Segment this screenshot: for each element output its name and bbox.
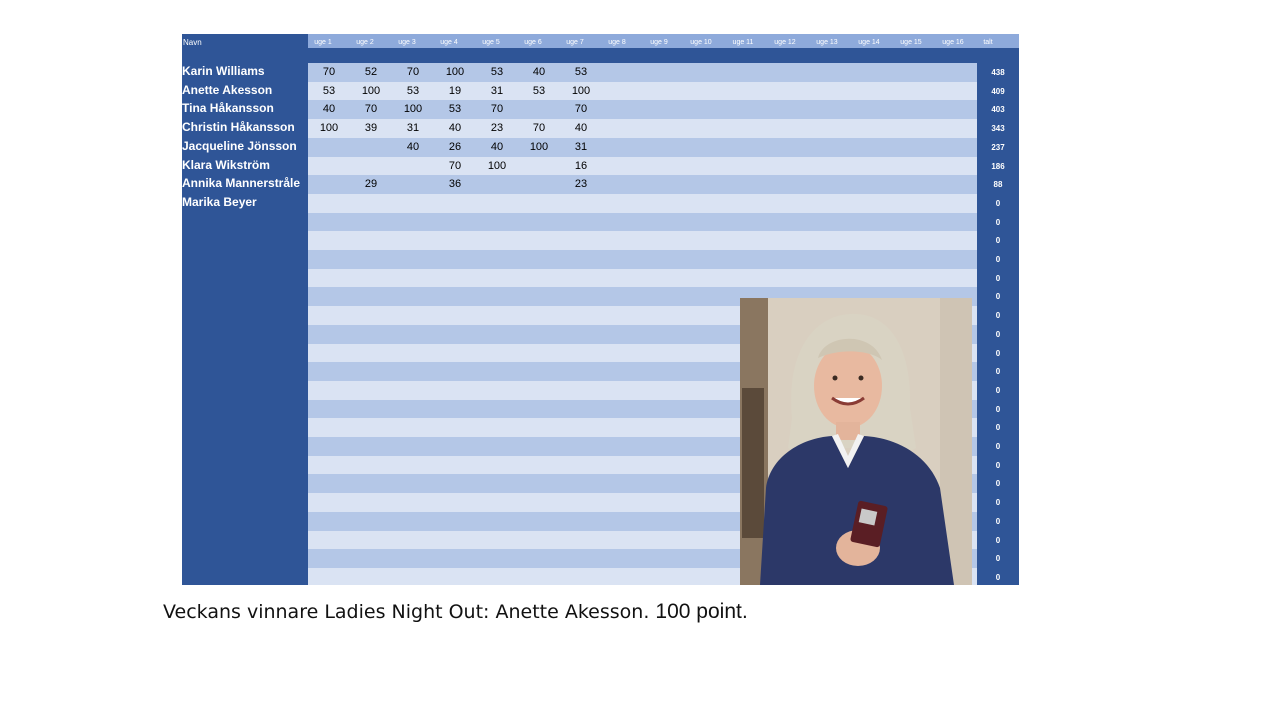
player-name	[182, 230, 308, 249]
player-name	[182, 361, 308, 380]
player-name: Karin Williams	[182, 64, 265, 78]
player-name	[182, 473, 308, 492]
score-cell: 53	[406, 85, 420, 97]
total-cell: 0	[995, 386, 1001, 395]
total-cell: 0	[995, 218, 1001, 227]
week-header: uge 9	[650, 39, 668, 46]
player-name	[182, 380, 308, 399]
score-cell	[434, 194, 476, 213]
score-cell	[308, 157, 350, 176]
score-cell: 26	[448, 141, 462, 153]
total-cell: 0	[995, 479, 1001, 488]
total-cell: 409	[991, 87, 1005, 96]
total-cell: 0	[995, 255, 1001, 264]
total-cell: 237	[991, 143, 1005, 152]
total-cell: 0	[995, 199, 1001, 208]
player-name	[182, 455, 308, 474]
week-header: uge 4	[440, 39, 458, 46]
score-cell: 52	[364, 66, 378, 78]
total-cell: 0	[995, 367, 1001, 376]
score-cell: 31	[406, 122, 420, 134]
header-name-label: Navn	[183, 38, 202, 47]
total-cell: 186	[991, 162, 1005, 171]
score-cell: 70	[406, 66, 420, 78]
score-cell: 70	[574, 103, 588, 115]
player-name	[182, 212, 308, 231]
total-cell: 0	[995, 423, 1001, 432]
score-cell: 53	[322, 85, 336, 97]
score-cell: 31	[574, 141, 588, 153]
total-cell: 0	[995, 349, 1001, 358]
score-cell: 100	[403, 103, 423, 115]
total-cell: 0	[995, 498, 1001, 507]
total-cell: 438	[991, 68, 1005, 77]
score-cell: 31	[490, 85, 504, 97]
table-row	[308, 250, 977, 269]
total-cell: 403	[991, 105, 1005, 114]
table-header	[182, 34, 1019, 48]
total-cell: 0	[995, 442, 1001, 451]
player-name	[182, 305, 308, 324]
score-cell: 40	[532, 66, 546, 78]
week-header: uge 1	[314, 39, 332, 46]
score-cell: 100	[571, 85, 591, 97]
score-cell: 100	[319, 122, 339, 134]
player-name	[182, 492, 308, 511]
score-cell	[518, 157, 560, 176]
score-cell: 70	[532, 122, 546, 134]
total-cell: 0	[995, 311, 1001, 320]
score-cell: 70	[322, 66, 336, 78]
score-cell: 100	[361, 85, 381, 97]
score-cell	[392, 194, 434, 213]
total-cell: 88	[993, 180, 1003, 189]
week-header: uge 15	[900, 39, 922, 46]
week-header: uge 8	[608, 39, 626, 46]
total-cell: 0	[995, 517, 1001, 526]
score-cell: 100	[487, 160, 507, 172]
caption-text: Veckans vinnare Ladies Night Out: Anette Akesson.	[163, 601, 650, 623]
score-cell: 53	[574, 66, 588, 78]
player-name	[182, 511, 308, 530]
score-cell	[350, 194, 392, 213]
score-cell: 53	[448, 103, 462, 115]
score-cell	[518, 194, 560, 213]
score-cell	[392, 175, 434, 194]
score-cell: 40	[406, 141, 420, 153]
total-cell: 0	[995, 573, 1001, 582]
score-cell	[350, 157, 392, 176]
score-cell: 40	[574, 122, 588, 134]
score-cell	[560, 194, 602, 213]
winner-caption	[163, 600, 748, 624]
week-header: uge 2	[356, 39, 374, 46]
total-cell: 0	[995, 274, 1001, 283]
score-cell: 40	[322, 103, 336, 115]
score-cell: 36	[448, 178, 462, 190]
total-cell: 0	[995, 461, 1001, 470]
week-header: uge 11	[732, 39, 754, 46]
score-cell: 53	[490, 66, 504, 78]
score-cell: 16	[574, 160, 588, 172]
week-header: uge 14	[858, 39, 880, 46]
score-cell	[392, 157, 434, 176]
player-name	[182, 268, 308, 287]
week-header: uge 7	[566, 39, 584, 46]
score-cell: 19	[448, 85, 462, 97]
player-name	[182, 343, 308, 362]
caption-points: 100 point	[655, 600, 742, 623]
score-cell: 100	[445, 66, 465, 78]
score-cell	[308, 194, 350, 213]
score-cell: 29	[364, 178, 378, 190]
player-name: Anette Akesson	[182, 83, 273, 97]
total-cell: 0	[995, 405, 1001, 414]
week-header: uge 5	[482, 39, 500, 46]
week-header: uge 10	[690, 39, 712, 46]
score-cell: 23	[574, 178, 588, 190]
score-cell: 40	[490, 141, 504, 153]
player-name: Klara Wikström	[182, 158, 270, 172]
score-cell	[476, 175, 518, 194]
player-name: Jacqueline Jönsson	[182, 139, 297, 153]
player-name	[182, 548, 308, 567]
player-name	[182, 436, 308, 455]
score-cell: 53	[532, 85, 546, 97]
week-header: uge 16	[942, 39, 964, 46]
score-cell: 40	[448, 122, 462, 134]
player-name: Annika Mannerstråle	[182, 176, 301, 190]
week-header: uge 6	[524, 39, 542, 46]
total-cell: 0	[995, 330, 1001, 339]
player-name: Tina Håkansson	[182, 101, 274, 115]
player-name: Marika Beyer	[182, 195, 257, 209]
score-cell	[308, 175, 350, 194]
score-cell	[350, 138, 392, 157]
total-cell: 0	[995, 292, 1001, 301]
header-total-label: talt	[983, 39, 993, 46]
player-name	[182, 530, 308, 549]
score-cell: 70	[490, 103, 504, 115]
score-cell	[518, 175, 560, 194]
total-cell: 0	[995, 536, 1001, 545]
total-cell: 343	[991, 124, 1005, 133]
week-header: uge 12	[774, 39, 796, 46]
player-name	[182, 249, 308, 268]
total-cell: 0	[995, 236, 1001, 245]
score-cell	[308, 138, 350, 157]
winner-photo	[740, 298, 972, 585]
score-cell: 100	[529, 141, 549, 153]
score-cell: 39	[364, 122, 378, 134]
table-row	[308, 213, 977, 232]
total-cell: 0	[995, 554, 1001, 563]
player-name	[182, 286, 308, 305]
caption-end: .	[741, 601, 748, 623]
player-name	[182, 399, 308, 418]
player-name: Christin Håkansson	[182, 120, 295, 134]
score-cell: 70	[364, 103, 378, 115]
table-row	[308, 231, 977, 250]
week-header: uge 13	[816, 39, 838, 46]
week-header: uge 3	[398, 39, 416, 46]
score-cell	[518, 100, 560, 119]
score-cell: 23	[490, 122, 504, 134]
player-name	[182, 567, 308, 585]
player-name	[182, 324, 308, 343]
player-name	[182, 417, 308, 436]
table-row	[308, 269, 977, 288]
score-cell: 70	[448, 160, 462, 172]
score-cell	[476, 194, 518, 213]
